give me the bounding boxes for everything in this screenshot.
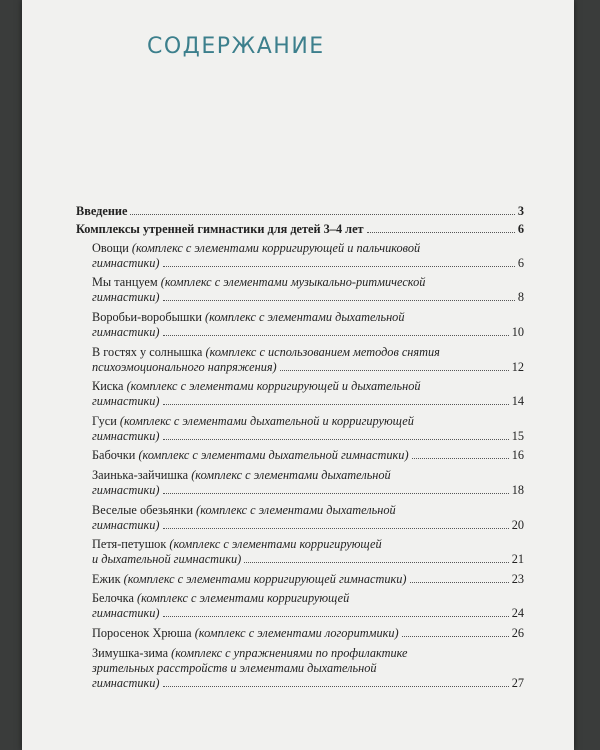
entry-description: (комплекс с элементами корригирующей и дыхательной	[126, 379, 421, 394]
entry-description: (комплекс с элементами дыхательной	[196, 502, 396, 517]
page-number: 18	[511, 482, 524, 497]
entry-description: (комплекс с элементами корригирующей	[137, 591, 350, 606]
toc-entry[interactable]	[76, 646, 524, 691]
entry-description-cont: и дыхательной гимнастики)	[92, 552, 242, 567]
entry-name: Заинька-зайчишка	[92, 467, 189, 482]
toc-section-title: Комплексы утренней гимнастики для детей 3–4 лет	[76, 222, 364, 237]
dot-leader	[410, 582, 509, 583]
entry-description: (комплекс с элементами дыхательной и корригирующей	[119, 413, 414, 428]
entry-description-cont: гимнастики)	[92, 517, 160, 532]
table-of-contents	[76, 204, 524, 695]
entry-name: Ежик	[92, 571, 121, 586]
dot-leader	[163, 439, 509, 440]
page-number: 10	[511, 324, 524, 339]
entry-name: Петя-петушок	[92, 537, 167, 552]
dot-leader	[163, 686, 509, 687]
page-number: 21	[511, 552, 524, 567]
entry-description: (комплекс с элементами корригирующей и пальчиковой	[131, 240, 421, 255]
dot-leader	[163, 493, 509, 494]
entry-name: Киска	[92, 379, 124, 394]
entry-description-cont: гимнастики)	[92, 290, 160, 305]
page-number: 16	[511, 448, 524, 463]
entry-name: Бабочки	[92, 448, 136, 463]
toc-entry[interactable]	[76, 626, 524, 641]
page-number: 15	[511, 428, 524, 443]
entry-description: (комплекс с элементами дыхательной	[204, 309, 405, 324]
toc-section[interactable]	[76, 204, 524, 219]
toc-entry[interactable]	[76, 379, 524, 409]
dot-leader	[244, 562, 509, 563]
entry-name: Овощи	[92, 240, 129, 255]
entry-description: (комплекс с элементами корригирующей гимнастики)	[123, 571, 407, 586]
book-page	[22, 0, 574, 750]
toc-entry[interactable]	[76, 468, 524, 498]
page-number: 26	[511, 625, 524, 640]
dot-leader	[280, 370, 509, 371]
entry-description-cont: гимнастики)	[92, 324, 160, 339]
toc-entry[interactable]	[76, 503, 524, 533]
toc-entry[interactable]	[76, 414, 524, 444]
page-number: 20	[511, 517, 524, 532]
entry-description-cont: гимнастики)	[92, 255, 160, 270]
entry-description: (комплекс с элементами корригирующей	[169, 537, 382, 552]
dot-leader	[163, 404, 509, 405]
toc-entry[interactable]	[76, 572, 524, 587]
page-number: 12	[511, 359, 524, 374]
toc-section[interactable]	[76, 222, 524, 237]
entry-description-cont: гимнастики)	[92, 606, 160, 621]
dot-leader	[163, 528, 509, 529]
dot-leader	[412, 458, 509, 459]
page-number: 3	[517, 204, 524, 218]
entry-name: В гостях у солнышка	[92, 344, 203, 359]
toc-entry[interactable]	[76, 345, 524, 375]
toc-entry[interactable]	[76, 310, 524, 340]
entry-description: (комплекс с упражнениями по профилактике	[171, 645, 408, 660]
dot-leader	[163, 266, 515, 267]
entry-name: Поросенок Хрюша	[92, 625, 192, 640]
entry-description-cont: гимнастики)	[92, 428, 160, 443]
page-number: 24	[511, 606, 524, 621]
entry-description: (комплекс с элементами дыхательной гимнастики)	[138, 448, 409, 463]
toc-entry[interactable]	[76, 241, 524, 271]
page-number: 23	[511, 571, 524, 586]
page-title: СОДЕРЖАНИЕ	[147, 34, 325, 59]
entry-description-cont: психоэмоционального напряжения)	[92, 359, 277, 374]
toc-section-title: Введение	[76, 204, 128, 218]
toc-entry[interactable]	[76, 448, 524, 463]
dot-leader	[130, 214, 514, 215]
entry-description-cont: зрительных расстройств и элементами дыхательной	[92, 660, 377, 675]
entry-name: Зимушка-зима	[92, 645, 169, 660]
page-number: 27	[511, 675, 524, 690]
entry-description-cont: гимнастики)	[92, 675, 160, 690]
entry-description: (комплекс с элементами музыкально-ритмической	[160, 275, 426, 290]
entry-name: Гуси	[92, 413, 117, 428]
entry-description: (комплекс с элементами логоритмики)	[194, 625, 399, 640]
page-number: 14	[511, 394, 524, 409]
toc-entry[interactable]	[76, 275, 524, 305]
entry-description-cont: гимнастики)	[92, 394, 160, 409]
dot-leader	[367, 232, 515, 233]
dot-leader	[163, 616, 509, 617]
dot-leader	[163, 300, 515, 301]
entry-description-cont: гимнастики)	[92, 482, 160, 497]
dot-leader	[163, 335, 509, 336]
entry-description: (комплекс с элементами дыхательной	[191, 467, 391, 482]
page-number: 6	[517, 222, 524, 237]
dot-leader	[402, 636, 509, 637]
toc-entry[interactable]	[76, 591, 524, 621]
entry-name: Веселые обезьянки	[92, 502, 194, 517]
entry-name: Мы танцуем	[92, 275, 158, 290]
entry-description: (комплекс с использованием методов снятия	[205, 344, 440, 359]
entry-name: Воробьи-воробышки	[92, 309, 202, 324]
page-number: 8	[517, 290, 524, 305]
toc-entry[interactable]	[76, 537, 524, 567]
entry-name: Белочка	[92, 591, 134, 606]
page-number: 6	[517, 255, 524, 270]
